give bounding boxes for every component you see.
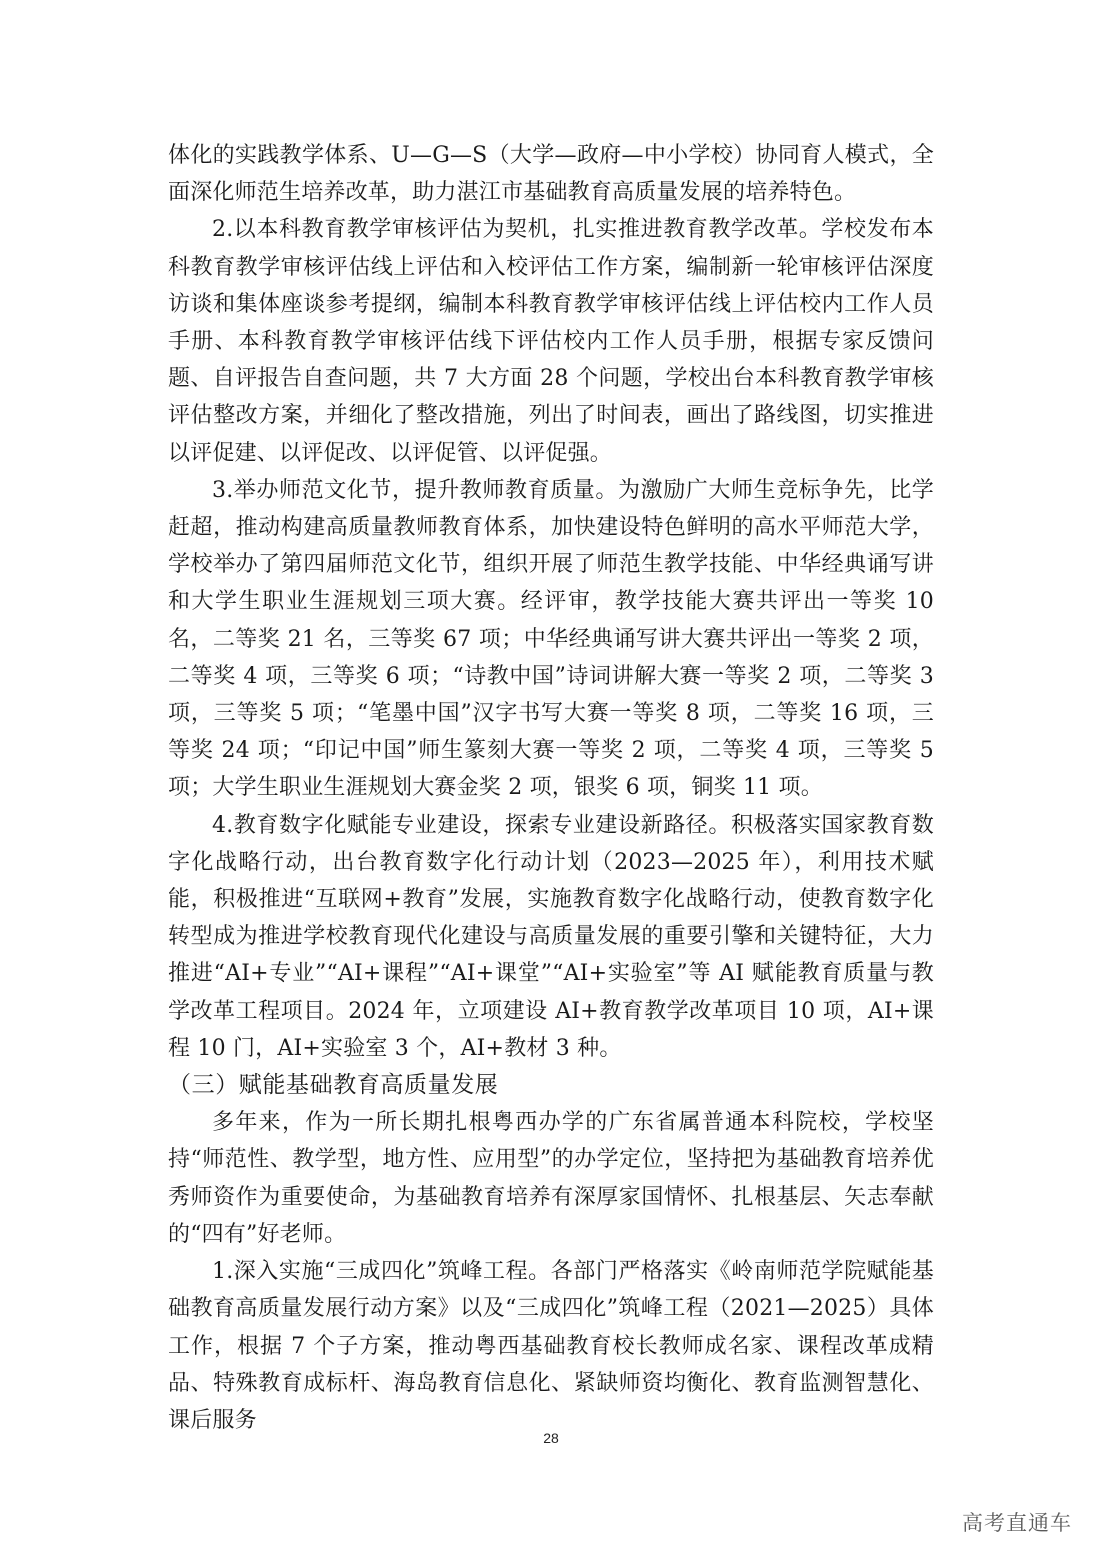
section-heading: （三）赋能基础教育高质量发展 [168,1072,499,1099]
paragraph-digital-education: 4.教育数字化赋能专业建设，探索专业建设新路径。积极落实国家教育数字化战略行动，出台教育数字化行动计划（2023—2025 年），利用技术赋能，积极推进“互联网+教育”发展，实施教育数字化战略行动，使教育数字化转型成为推进学校教育现代化建设与高质量发展的重要引擎和关键特征，大力推进“AI+专业”“AI+课程”“AI+课堂”“AI+实验室”等 AI 赋能教育质量与教学改革工程项目。2024 年，立项建设 AI+教育教学改革项目 10 项，AI+课程 10 门，AI+实验室 3 个，AI+教材 3 种。 [168,812,934,1061]
paragraph-review-evaluation: 2.以本科教育教学审核评估为契机，扎实推进教育教学改革。学校发布本科教育教学审核评估线上评估和入校评估工作方案，编制新一轮审核评估深度访谈和集体座谈参考提纲，编制本科教育教学审核评估线上评估校内工作人员手册、本科教育教学审核评估线下评估校内工作人员手册，根据专家反馈问题、自评报告自查问题，共 7 大方面 28 个问题，学校出台本科教育教学审核评估整改方案，并细化了整改措施，列出了时间表，画出了路线图，切实推进以评促建、以评促改、以评促管、以评促强。 [168,217,934,466]
paragraph-continuation: 体化的实践教学体系、U—G—S（大学—政府—中小学校）协同育人模式，全面深化师范生培养改革，助力湛江市基础教育高质量发展的培养特色。 [168,143,934,206]
paragraph-teacher-culture-festival: 3.举办师范文化节，提升教师教育质量。为激励广大师生竞标争先，比学赶超，推动构建高质量教师教育体系，加快建设特色鲜明的高水平师范大学，学校举办了第四届师范文化节，组织开展了师范生教学技能、中华经典诵写讲和大学生职业生涯规划三项大赛。经评审，教学技能大赛共评出一等奖 10 名，二等奖 21 名，三等奖 67 项；中华经典诵写讲大赛共评出一等奖 2 项，二等奖 4 项，三等奖 6 项；“诗教中国”诗词讲解大赛一等奖 2 项，二等奖 3 项，三等奖 5 项；“笔墨中国”汉字书写大赛一等奖 8 项，二等奖 16 项，三等奖 24 项；“印记中国”师生篆刻大赛一等奖 2 项，二等奖 4 项，三等奖 5 项；大学生职业生涯规划大赛金奖 2 项，银奖 6 项，铜奖 11 项。 [168,477,934,801]
paragraph-intro-basic-education: 多年来，作为一所长期扎根粤西办学的广东省属普通本科院校，学校坚持“师范性、教学型，地方性、应用型”的办学定位，坚持把为基础教育培养优秀师资作为重要使命，为基础教育培养有深厚家国情怀、扎根基层、矢志奉献的“四有”好老师。 [168,1110,934,1247]
watermark: 高考直通车 [962,1511,1072,1535]
document-body [168,137,934,1439]
paragraph-summit-project: 1.深入实施“三成四化”筑峰工程。各部门严格落实《岭南师范学院赋能基础教育高质量发展行动方案》以及“三成四化”筑峰工程（2021—2025）具体工作，根据 7 个子方案，推动粤西基础教育校长教师成名家、课程改革成精品、特殊教育成标杆、海岛教育信息化、紧缺师资均衡化、教育监测智慧化、课后服务 [168,1259,934,1433]
page-number: 28 [543,1430,559,1446]
